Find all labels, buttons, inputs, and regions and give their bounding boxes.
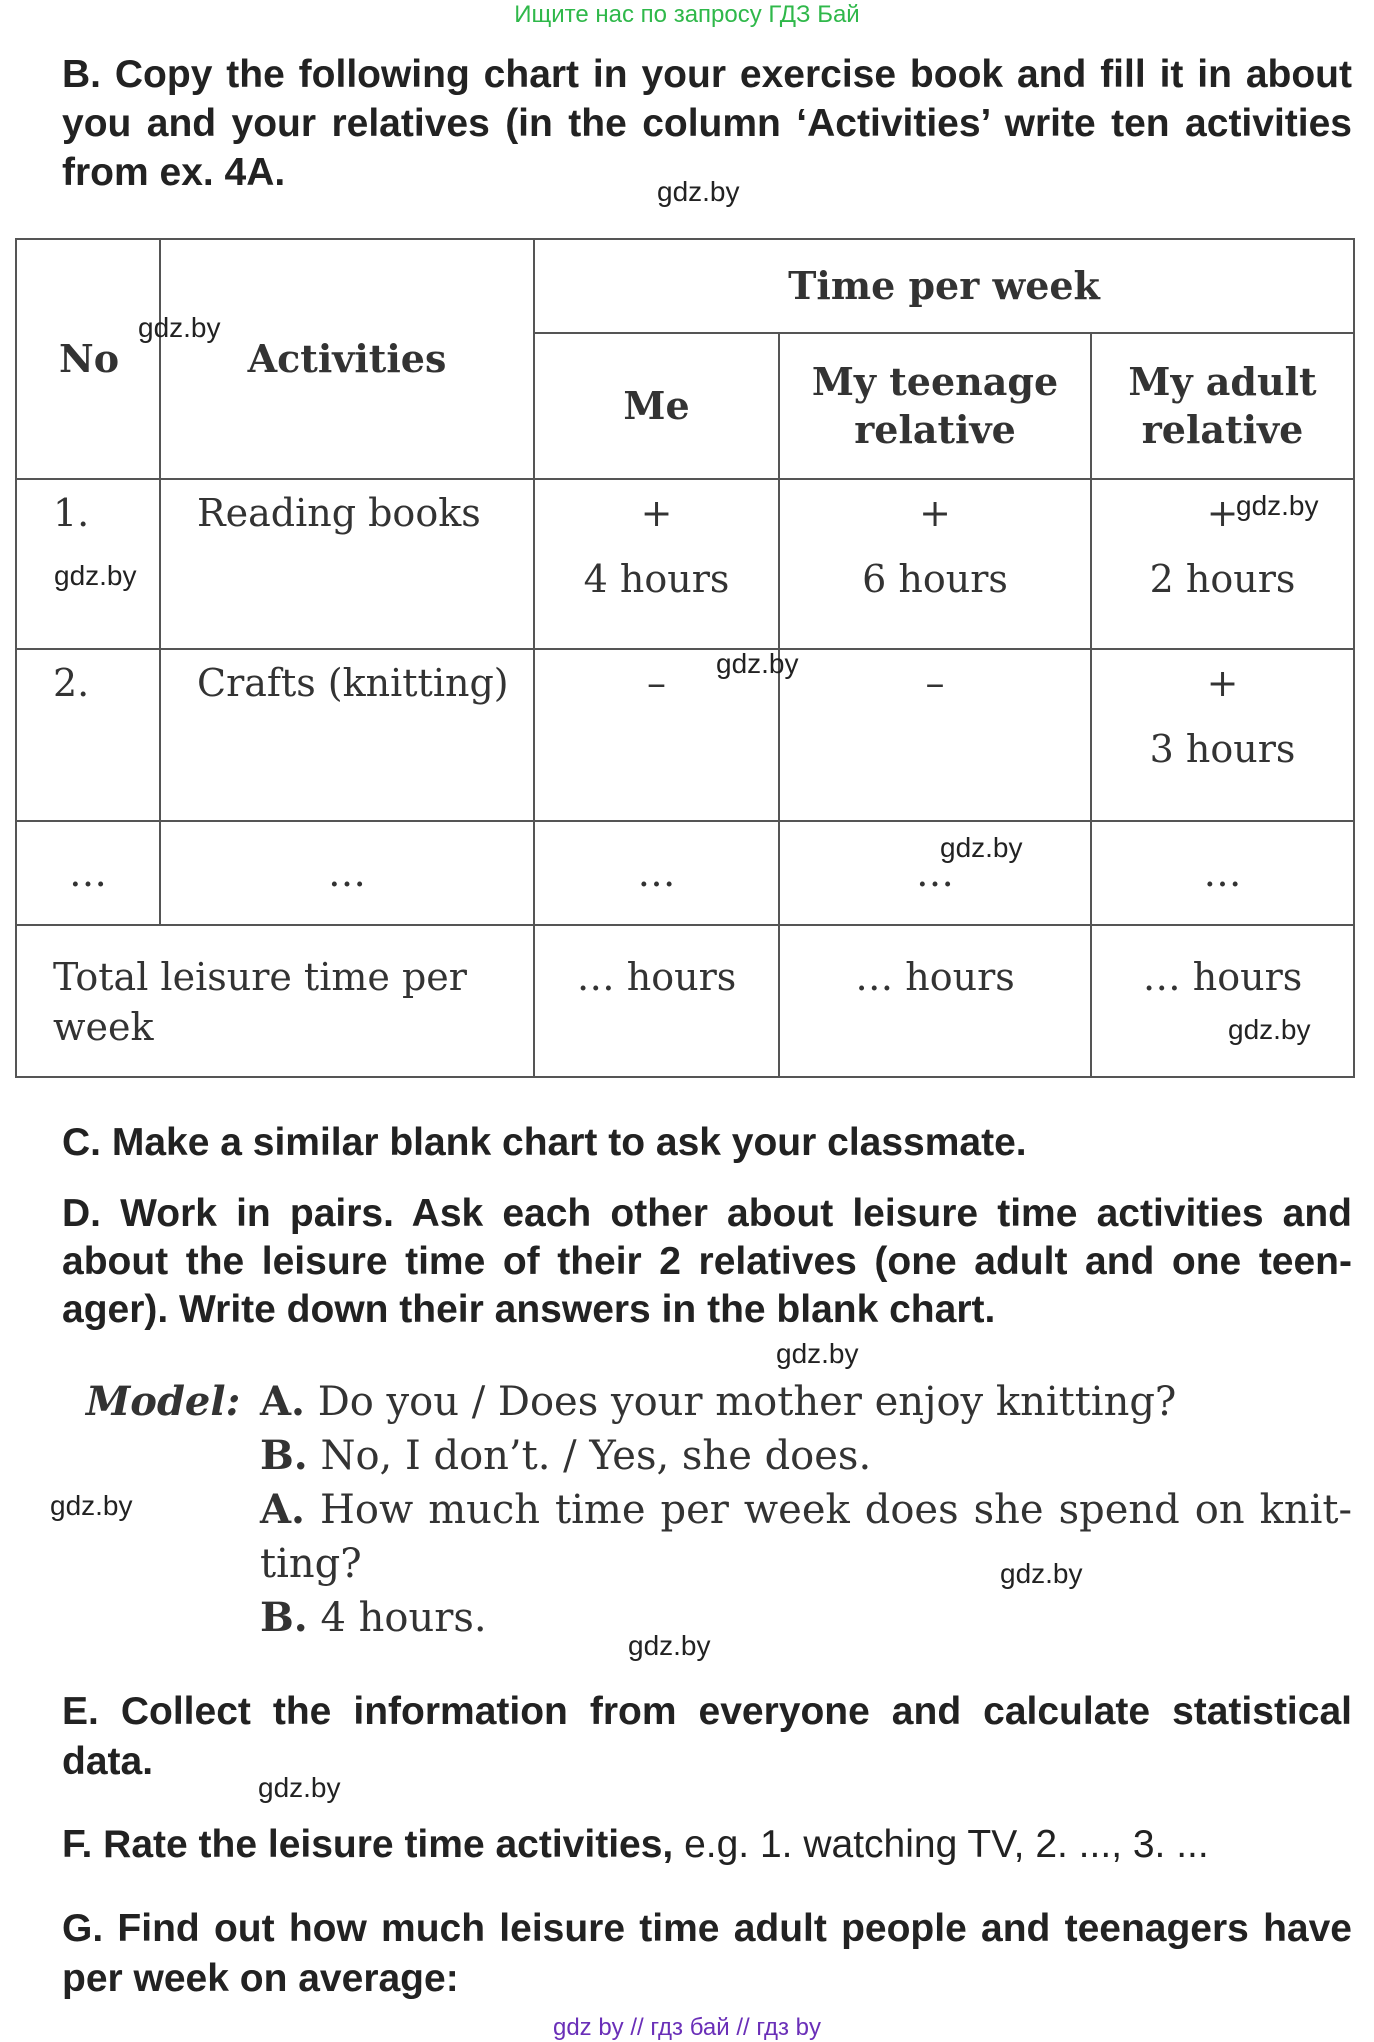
watermark: gdz.by: [1236, 490, 1319, 521]
task-e-text: E. Collect the information from everyone and calculate statistical data.: [62, 1690, 1352, 1783]
header-time-per-week: Time per week: [534, 239, 1354, 333]
cell-adult: + 2 hours: [1091, 479, 1354, 649]
cell-me: –: [534, 649, 779, 821]
cell-no: 2.: [16, 649, 160, 821]
cell-total-teen: … hours: [779, 925, 1091, 1077]
cell-adult: + 3 hours: [1091, 649, 1354, 821]
activities-chart: [15, 238, 1355, 1078]
cell-activity: Crafts (knitting): [160, 649, 534, 821]
task-f-text: F. Rate the leisure time activities, e.g. 1. watching TV, 2. ..., 3. ...: [62, 1823, 1209, 1866]
watermark: gdz.by: [1000, 1558, 1083, 1589]
watermark: gdz.by: [50, 1490, 133, 1521]
cell-teen: –: [779, 649, 1091, 821]
watermark: gdz.by: [54, 560, 137, 591]
model-label: Model:: [86, 1378, 241, 1425]
cell-total-label: Total leisure time per week: [16, 925, 534, 1077]
task-b-text: B. Copy the following chart in your exercise book and fill it in about you and your relatives (in the column ‘Activities’ write ten activities from ex. 4A.: [62, 53, 1352, 194]
table-row: [16, 479, 1354, 649]
task-c-text: C. Make a similar blank chart to ask your classmate.: [62, 1121, 1027, 1164]
header-activities: Activities: [160, 239, 534, 479]
cell-adult: …: [1091, 821, 1354, 925]
cell-total-adult: … hours: [1091, 925, 1354, 1077]
table-row: [16, 649, 1354, 821]
watermark: gdz.by: [776, 1338, 859, 1369]
table-row: [16, 821, 1354, 925]
watermark: gdz.by: [628, 1630, 711, 1661]
header-no: No: [16, 239, 160, 479]
header-adult-relative: My adult relative: [1091, 333, 1354, 479]
task-d-text: D. Work in pairs. Ask each other about leisure time activities and about the leisure time of their 2 relatives (one adult and one teen-ager). Write down their answers in the blank chart.: [62, 1192, 1352, 1331]
watermark: gdz.by: [1228, 1014, 1311, 1045]
top-banner: Ищите нас по запросу ГДЗ Бай: [514, 1, 860, 28]
header-teenage-relative: My teenage relative: [779, 333, 1091, 479]
dialogue-line: B. No, I don’t. / Yes, she does.: [260, 1432, 872, 1479]
watermark: gdz.by: [258, 1772, 341, 1803]
cell-no: 1.: [16, 479, 160, 649]
watermark: gdz.by: [716, 648, 799, 679]
dialogue-line: A. Do you / Does your mother enjoy knitting?: [260, 1378, 1177, 1425]
cell-me: + 4 hours: [534, 479, 779, 649]
watermark: gdz.by: [138, 312, 221, 343]
dialogue-line: A. How much time per week does she spend on knit-ting?: [260, 1486, 1352, 1587]
dialogue-line: B. 4 hours.: [260, 1594, 487, 1641]
cell-total-me: … hours: [534, 925, 779, 1077]
cell-activity: Reading books: [160, 479, 534, 649]
header-me: Me: [534, 333, 779, 479]
task-g-text: G. Find out how much leisure time adult people and teenagers have per week on average:: [62, 1907, 1352, 2000]
cell-teen: …: [779, 821, 1091, 925]
cell-teen: + 6 hours: [779, 479, 1091, 649]
table-row-total: [16, 925, 1354, 1077]
cell-no: …: [16, 821, 160, 925]
watermark: gdz.by: [657, 176, 740, 207]
cell-me: …: [534, 821, 779, 925]
footer: gdz by // гдз бай // гдз by: [552, 2014, 822, 2041]
watermark: gdz.by: [940, 832, 1023, 863]
cell-activity: …: [160, 821, 534, 925]
